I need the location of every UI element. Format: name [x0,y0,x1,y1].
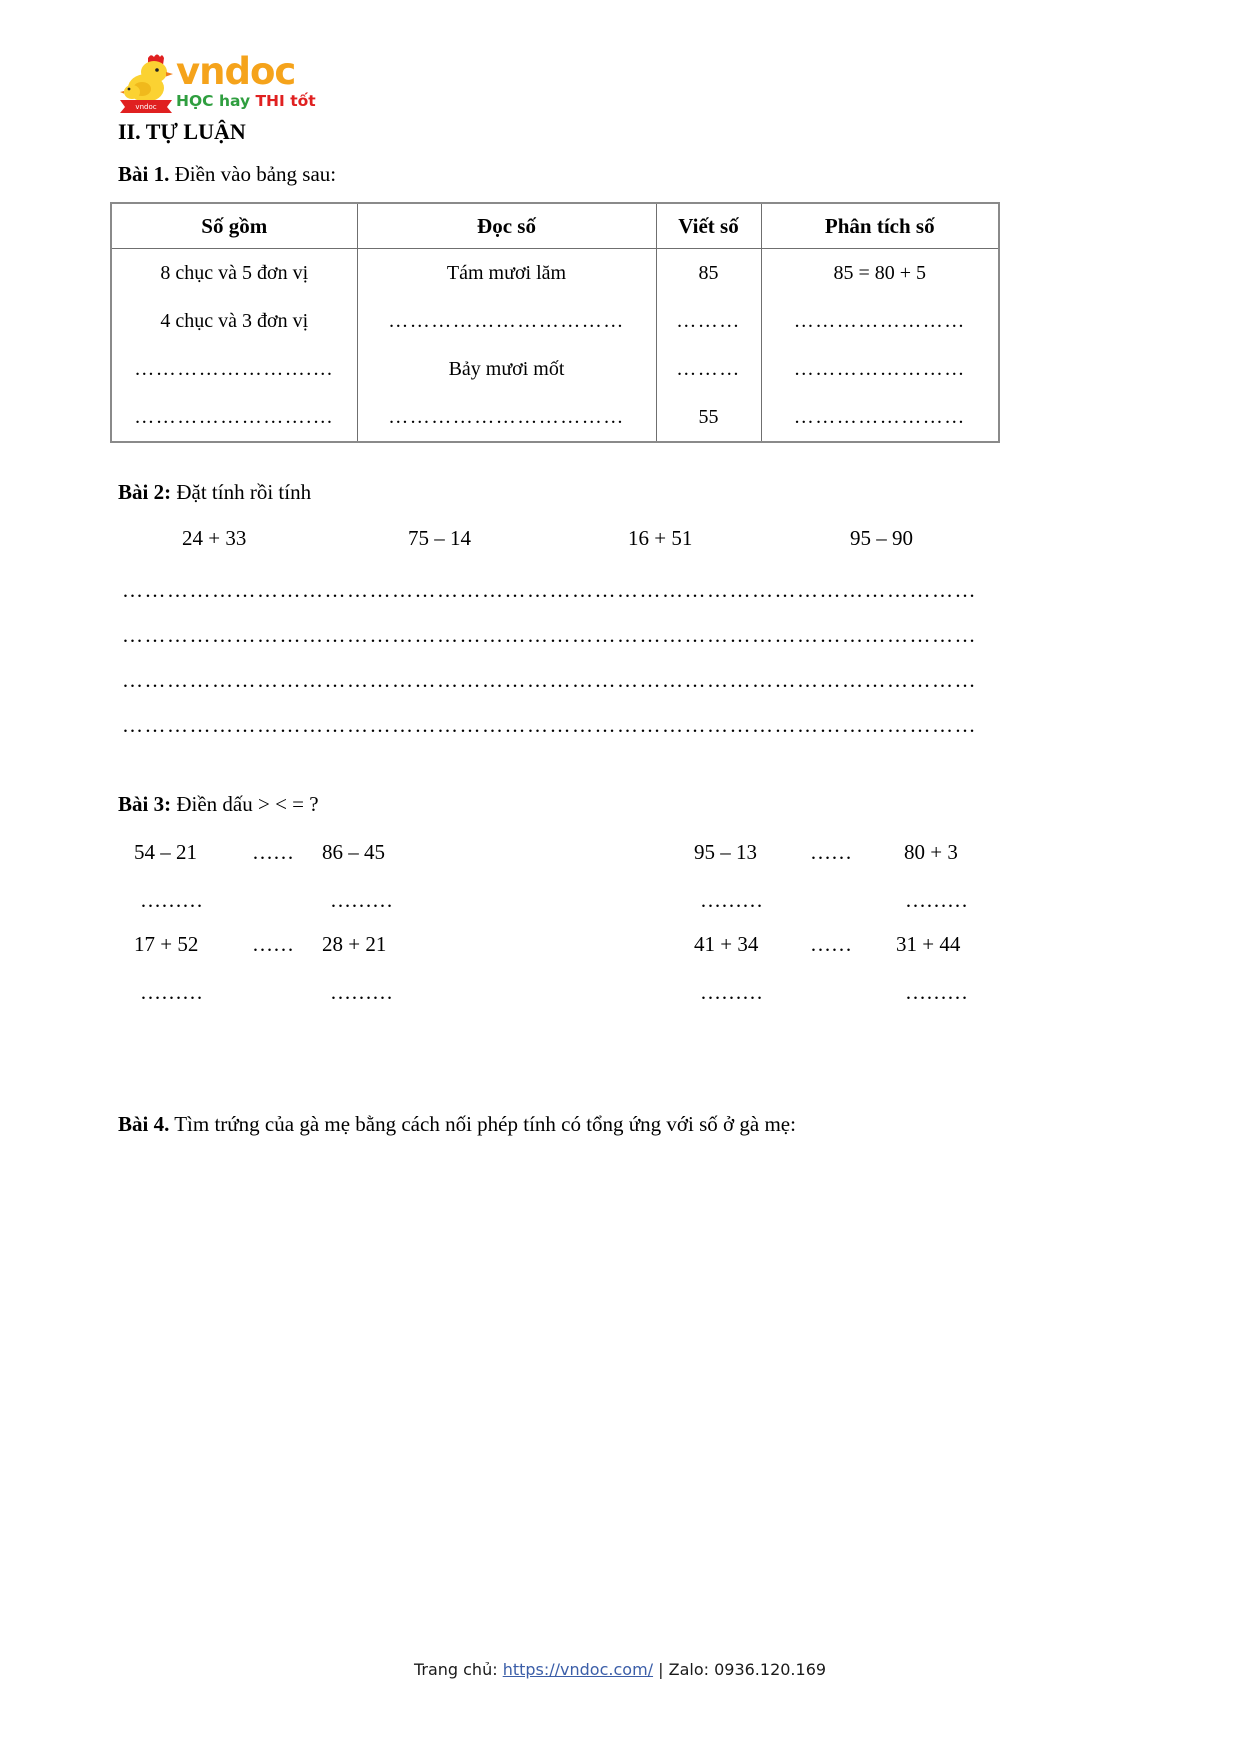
footer-suffix: | Zalo: 0936.120.169 [653,1660,827,1679]
bai3-pair-4-right: 31 + 44 [896,932,961,956]
page-footer [0,1660,1240,1679]
bai3-pair-3-left: 17 + 52 [134,932,199,956]
bai3-pair-3-right: 28 + 21 [322,932,387,956]
column-header-so-gom: Số gồm [111,203,357,249]
footer-homepage-link[interactable]: https://vndoc.com/ [502,1660,654,1679]
bai2-answer-line-3[interactable]: …………………………………………………………………………………………………… [122,668,977,692]
svg-text:vndoc: vndoc [135,103,157,111]
footer-prefix: Trang chủ: [413,1660,503,1679]
bai3-pair-4-left: 41 + 34 [694,932,759,956]
bai3-pair-1-blank[interactable]: …… [252,840,294,864]
cell-phan-tich-so[interactable]: 85 = 80 + 5 [761,249,999,298]
bai2-expression-3: 16 + 51 [628,526,693,550]
tagline-hay: hay [218,92,251,110]
bai3-pair-2-blank[interactable]: …… [810,840,852,864]
section-heading: II. TỰ LUẬN [118,119,246,144]
bai3-pair-4-blank[interactable]: …… [810,932,852,956]
bai2-label: Bài 2: [118,480,172,504]
bai2-expression-2: 75 – 14 [408,526,471,550]
table-row [111,345,999,393]
table-row [111,297,999,345]
bai4-label: Bài 4. [118,1112,170,1136]
bai2-answer-line-1[interactable]: …………………………………………………………………………………………………… [122,578,977,602]
cell-doc-so[interactable]: …………………………… [357,297,656,345]
bai1-prompt [118,160,336,188]
column-header-viet-so: Viết số [656,203,761,249]
bai3-pair-1-right: 86 – 45 [322,840,385,864]
bai3-answer-4[interactable]: ……… [905,888,968,912]
bai3-answer-5[interactable]: ……… [140,980,203,1004]
cell-viet-so[interactable]: ……… [656,345,761,393]
bai4-text: Tìm trứng của gà mẹ bằng cách nối phép tính có tổng ứng với số ở gà mẹ: [174,1112,796,1136]
bai2-expression-4: 95 – 90 [850,526,913,550]
bai3-answer-1[interactable]: ……… [140,888,203,912]
bai2-expression-1: 24 + 33 [182,526,247,550]
cell-phan-tich-so[interactable]: …………………… [761,297,999,345]
column-header-phan-tich-so: Phân tích số [761,203,999,249]
bai1-label: Bài 1. [118,162,170,186]
cell-doc-so[interactable]: Bảy mươi mốt [357,345,656,393]
cell-so-gom[interactable]: 8 chục và 5 đơn vị [111,249,357,298]
bai3-answer-7[interactable]: ……… [700,980,763,1004]
tagline-hoc: HỌC [176,92,214,110]
table-header-row [111,203,999,249]
column-header-doc-so: Đọc số [357,203,656,249]
bai2-prompt [118,478,311,506]
bai3-answer-3[interactable]: ……… [700,888,763,912]
tagline-tot: tốt [290,92,316,110]
bai2-answer-line-2[interactable]: …………………………………………………………………………………………………… [122,623,977,647]
bai3-pair-2-right: 80 + 3 [904,840,958,864]
cell-so-gom[interactable]: …………………….… [111,345,357,393]
bai4-prompt [118,1110,796,1138]
bai1-text: Điền vào bảng sau: [174,162,337,186]
bai3-pair-1-left: 54 – 21 [134,840,197,864]
chick-mascot-icon [118,52,178,114]
cell-viet-so[interactable]: 55 [656,393,761,442]
cell-doc-so[interactable]: …………………………… [357,393,656,442]
cell-viet-so[interactable]: ……… [656,297,761,345]
logo-text [176,52,416,110]
logo-wordmark: vndoc [176,50,296,93]
bai2-text: Đặt tính rồi tính [176,480,312,504]
bai3-answer-2[interactable]: ……… [330,888,393,912]
bai3-answer-6[interactable]: ……… [330,980,393,1004]
table-row [111,249,999,298]
bai1-table [110,202,1000,443]
bai3-text: Điền dấu > < = ? [176,792,319,816]
bai2-answer-line-4[interactable]: …………………………………………………………………………………………………… [122,713,977,737]
cell-so-gom[interactable]: …………………….… [111,393,357,442]
cell-phan-tich-so[interactable]: …………………… [761,393,999,442]
logo-tagline [176,93,416,110]
cell-viet-so[interactable]: 85 [656,249,761,298]
cell-so-gom[interactable]: 4 chục và 3 đơn vị [111,297,357,345]
bai3-prompt [118,790,319,818]
table-row [111,393,999,442]
bai3-pair-3-blank[interactable]: …… [252,932,294,956]
bai3-answer-8[interactable]: ……… [905,980,968,1004]
cell-doc-so[interactable]: Tám mươi lăm [357,249,656,298]
vndoc-logo [118,52,418,114]
bai3-pair-2-left: 95 – 13 [694,840,757,864]
cell-phan-tich-so[interactable]: …………………… [761,345,999,393]
bai3-label: Bài 3: [118,792,172,816]
tagline-thi: THI [255,92,285,110]
